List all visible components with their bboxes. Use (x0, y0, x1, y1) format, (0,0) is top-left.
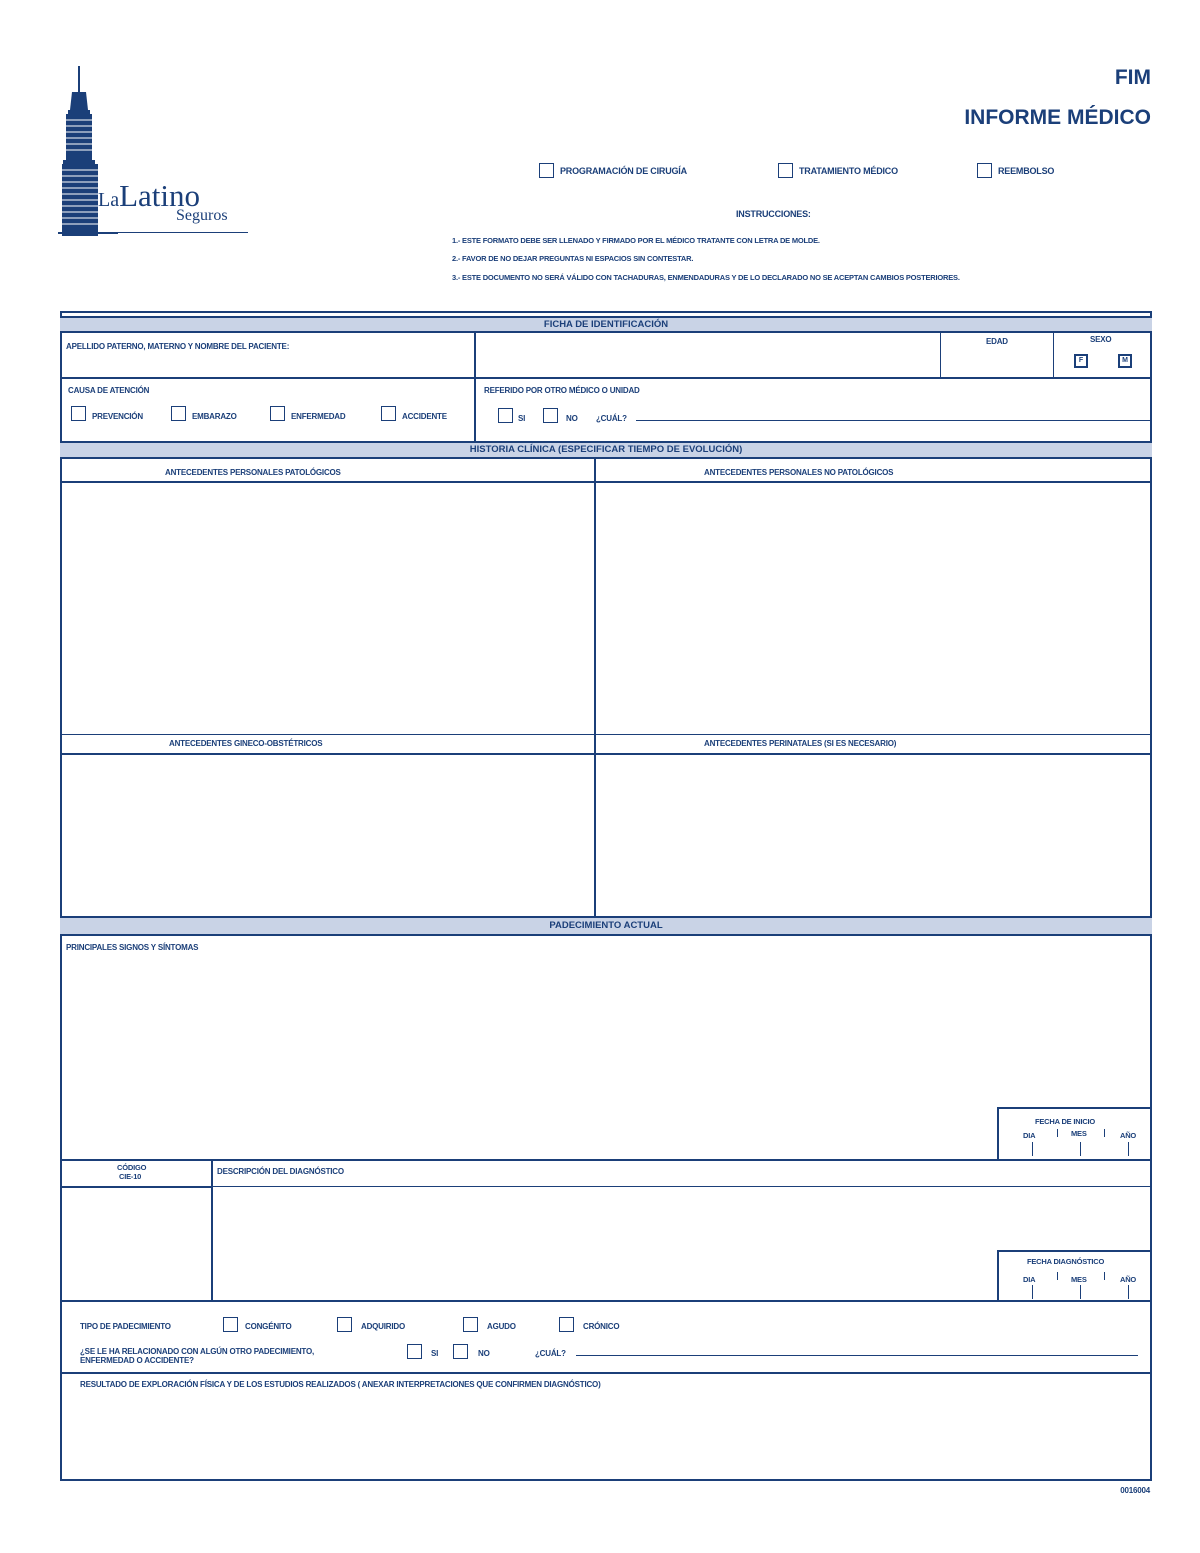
cause-checkbox-accidente[interactable] (381, 406, 396, 421)
age-field[interactable] (942, 348, 1052, 376)
referred-no-checkbox[interactable] (543, 408, 558, 423)
related-which-line[interactable] (576, 1355, 1138, 1356)
cause-checkbox-embarazo[interactable] (171, 406, 186, 421)
type-label-adquirido: ADQUIRIDO (361, 1322, 405, 1331)
start-date-label: FECHA DE INICIO (1035, 1117, 1096, 1126)
cause-label-accidente: ACCIDENTE (402, 412, 447, 421)
instruction-1: 1.- ESTE FORMATO DEBE SER LLENADO Y FIRMADO POR EL MÉDICO TRATANTE CON LETRA DE MOLDE. (452, 236, 820, 245)
referred-yes-label: SI (518, 414, 526, 423)
diag-field[interactable] (215, 1188, 995, 1300)
sex-label: SEXO (1090, 335, 1112, 344)
apnp-label: ANTECEDENTES PERSONALES NO PATOLÓGICOS (704, 468, 894, 477)
related-question-2: ENFERMEDAD O ACCIDENTE? (80, 1356, 194, 1365)
section-padecimiento: PADECIMIENTO ACTUAL (60, 916, 1152, 936)
logo-latino: Latino (119, 178, 201, 213)
signs-field[interactable] (62, 956, 992, 1156)
referred-yes-checkbox[interactable] (498, 408, 513, 423)
patient-name-label: APELLIDO PATERNO, MATERNO Y NOMBRE DEL PACIENTE: (66, 342, 290, 351)
referred-label: REFERIDO POR OTRO MÉDICO O UNIDAD (484, 386, 640, 395)
cause-label: CAUSA DE ATENCIÓN (68, 386, 150, 395)
cause-checkbox-prevencion[interactable] (71, 406, 86, 421)
sex-m-checkbox[interactable]: M (1118, 354, 1132, 368)
option-checkbox-reembolso[interactable] (977, 163, 992, 178)
start-date-year-label: AÑO (1120, 1131, 1137, 1140)
option-label-reembolso: REEMBOLSO (998, 166, 1055, 176)
option-label-tratamiento: TRATAMIENTO MÉDICO (799, 166, 898, 176)
patient-name-field[interactable] (476, 333, 940, 378)
result-label: RESULTADO DE EXPLORACIÓN FÍSICA Y DE LOS ESTUDIOS REALIZADOS ( ANEXAR INTERPRETACIONES QUE CONFIRMEN DIAGNÓSTICO) (80, 1380, 601, 1389)
related-which-label: ¿CUÁL? (535, 1349, 566, 1358)
code-label-1: CÓDIGO (117, 1163, 147, 1172)
related-question-1: ¿SE LE HA RELACIONADO CON ALGÚN OTRO PADECIMIENTO, (80, 1347, 315, 1356)
related-yes-checkbox[interactable] (407, 1344, 422, 1359)
company-logo (58, 66, 258, 236)
age-label: EDAD (986, 337, 1008, 346)
app-label: ANTECEDENTES PERSONALES PATOLÓGICOS (165, 468, 341, 477)
result-field[interactable] (62, 1392, 1150, 1479)
aper-field[interactable] (596, 755, 1150, 915)
ago-label: ANTECEDENTES GINECO-OBSTÉTRICOS (169, 739, 323, 748)
sex-f-checkbox[interactable]: F (1074, 354, 1088, 368)
type-checkbox-congenito[interactable] (223, 1317, 238, 1332)
cause-label-embarazo: EMBARAZO (192, 412, 237, 421)
diag-date-label: FECHA DIAGNÓSTICO (1027, 1257, 1105, 1266)
type-checkbox-adquirido[interactable] (337, 1317, 352, 1332)
type-label: TIPO DE PADECIMIENTO (80, 1322, 171, 1331)
logo-la: La (98, 189, 120, 211)
type-label-cronico: CRÓNICO (583, 1322, 620, 1331)
type-label-congenito: CONGÉNITO (245, 1322, 292, 1331)
signs-label: PRINCIPALES SIGNOS Y SÍNTOMAS (66, 943, 199, 952)
instruction-2: 2.- FAVOR DE NO DEJAR PREGUNTAS NI ESPACIOS SIN CONTESTAR. (452, 254, 694, 263)
option-checkbox-cirugia[interactable] (539, 163, 554, 178)
cause-label-prevencion: PREVENCIÓN (92, 412, 143, 421)
app-field[interactable] (62, 483, 594, 733)
referred-no-label: NO (566, 414, 578, 423)
option-label-cirugia: PROGRAMACIÓN DE CIRUGÍA (560, 166, 687, 176)
instructions-title: INSTRUCCIONES: (736, 209, 811, 219)
ago-field[interactable] (62, 755, 594, 915)
related-no-checkbox[interactable] (453, 1344, 468, 1359)
type-checkbox-cronico[interactable] (559, 1317, 574, 1332)
start-date-field[interactable] (999, 1140, 1150, 1159)
type-checkbox-agudo[interactable] (463, 1317, 478, 1332)
type-label-agudo: AGUDO (487, 1322, 516, 1331)
start-date-month-label: MES (1071, 1129, 1087, 1138)
cause-label-enfermedad: ENFERMEDAD (291, 412, 346, 421)
diag-date-year-label: AÑO (1120, 1275, 1137, 1284)
aper-label: ANTECEDENTES PERINATALES (SI ES NECESARIO) (704, 739, 897, 748)
form-number: 0016004 (1120, 1486, 1150, 1495)
page-title: INFORME MÉDICO (964, 106, 1151, 129)
instruction-3: 3.- ESTE DOCUMENTO NO SERÁ VÁLIDO CON TACHADURAS, ENMENDADURAS Y DE LO DECLARADO NO SE ACEPTAN CAMBIOS POSTERIORES. (452, 273, 960, 282)
code-field[interactable] (62, 1188, 211, 1300)
section-historia: HISTORIA CLÍNICA (ESPECIFICAR TIEMPO DE EVOLUCIÓN) (60, 441, 1152, 459)
form-code: FIM (1114, 66, 1151, 89)
related-yes-label: SI (431, 1349, 439, 1358)
diag-label: DESCRIPCIÓN DEL DIAGNÓSTICO (217, 1167, 344, 1176)
apnp-field[interactable] (596, 483, 1150, 733)
diag-date-month-label: MES (1071, 1275, 1087, 1284)
diag-date-field[interactable] (999, 1283, 1150, 1300)
option-checkbox-tratamiento[interactable] (778, 163, 793, 178)
section-ficha: FICHA DE IDENTIFICACIÓN (60, 316, 1152, 333)
diag-date-day-label: DIA (1023, 1275, 1036, 1284)
start-date-day-label: DIA (1023, 1131, 1036, 1140)
code-label-2: CIE-10 (119, 1172, 142, 1181)
related-no-label: NO (478, 1349, 490, 1358)
referred-which-line[interactable] (636, 420, 1150, 421)
referred-which-label: ¿CUÁL? (596, 414, 627, 423)
logo-seguros: Seguros (176, 207, 228, 224)
cause-checkbox-enfermedad[interactable] (270, 406, 285, 421)
